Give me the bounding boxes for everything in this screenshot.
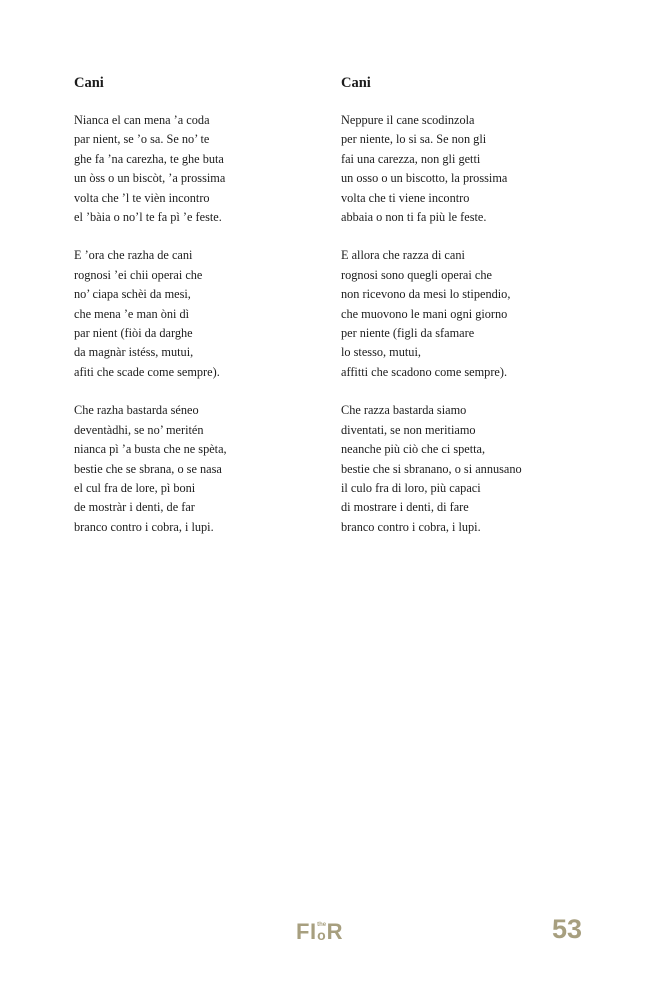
verse-line: che mena ’e man òni dì: [74, 306, 190, 321]
verse-line: el cul fra de lore, pì boni: [74, 480, 196, 495]
poem-title-dialect: Cani: [74, 75, 104, 91]
verse-line: che muovono le mani ogni giorno: [341, 306, 508, 321]
verse-line: de mostràr i denti, de far: [74, 500, 195, 515]
logo-text-right: R: [326, 919, 344, 944]
verse-line: lo stesso, mutui,: [341, 345, 421, 360]
logo-text-left: FI: [296, 919, 317, 944]
verse-line: un òss o un biscòt, ’a prossima: [74, 171, 226, 186]
page-number: 53: [552, 914, 583, 944]
stanza-2: [341, 246, 601, 382]
verse-line: Neppure il cane scodinzola: [341, 113, 475, 127]
publisher-logo: [296, 919, 343, 943]
verse-line: di mostrare i denti, di fare: [341, 500, 469, 515]
verse-line: per niente, lo si sa. Se non gli: [341, 132, 487, 147]
verse-line: volta che ti viene incontro: [341, 190, 470, 205]
logo-text-o: o: [317, 927, 327, 943]
stanza-1: [74, 111, 314, 227]
verse-line: bestie che si sbranano, o si annusano: [341, 461, 522, 476]
verse-line: bestie che se sbrana, o se nasa: [74, 461, 222, 476]
verse-line: fai una carezza, non gli getti: [341, 151, 481, 166]
verse-line: deventàdhi, se no’ meritén: [74, 422, 204, 437]
verse-line: neanche più ciò che ci spetta,: [341, 442, 486, 457]
verse-line: el ’bàia o no’l te fa pì ’e feste.: [74, 210, 222, 225]
verse-line: nianca pì ’a busta che ne spèta,: [74, 442, 227, 457]
verse-line: rognosi sono quegli operai che: [341, 267, 492, 282]
logo-mark: [317, 922, 326, 943]
verse-line: un osso o un biscotto, la prossima: [341, 171, 508, 186]
verse-line: affitti che scadono come sempre).: [341, 364, 508, 379]
verse-line: branco contro i cobra, i lupi.: [341, 519, 481, 534]
verse-line: il culo fra di loro, più capaci: [341, 480, 481, 495]
stanza-1: [341, 111, 601, 227]
logo-text-the: the: [317, 922, 327, 928]
stanza-2: [74, 246, 314, 382]
verse-line: E ’ora che razha de cani: [74, 248, 193, 263]
verse-line: diventati, se non meritiamo: [341, 422, 476, 437]
verse-line: par nient (fiòi da darghe: [74, 326, 193, 341]
verse-line: Che razza bastarda siamo: [341, 403, 467, 418]
poem-title-italian: Cani: [341, 75, 371, 91]
verse-line: afiti che scade come sempre).: [74, 364, 220, 379]
verse-line: branco contro i cobra, i lupi.: [74, 519, 214, 534]
poem-italian-column: [341, 74, 601, 556]
verse-line: Che razha bastarda séneo: [74, 403, 199, 418]
stanza-3: [341, 401, 601, 537]
verse-line: abbaia o non ti fa più le feste.: [341, 210, 487, 225]
verse-line: non ricevono da mesi lo stipendio,: [341, 287, 511, 302]
poem-dialect-column: [74, 74, 314, 556]
verse-line: E allora che razza di cani: [341, 248, 465, 263]
verse-line: par nient, se ’o sa. Se no’ te: [74, 132, 210, 147]
verse-line: per niente (figli da sfamare: [341, 326, 475, 341]
stanza-3: [74, 401, 314, 537]
verse-line: no’ ciapa schèi da mesi,: [74, 287, 191, 302]
verse-line: rognosi ’ei chii operai che: [74, 267, 203, 282]
verse-line: ghe fa ’na carezha, te ghe buta: [74, 151, 224, 166]
verse-line: da magnàr istéss, mutui,: [74, 345, 194, 360]
verse-line: Nianca el can mena ’a coda: [74, 113, 210, 127]
verse-line: volta che ’l te vièn incontro: [74, 190, 210, 205]
